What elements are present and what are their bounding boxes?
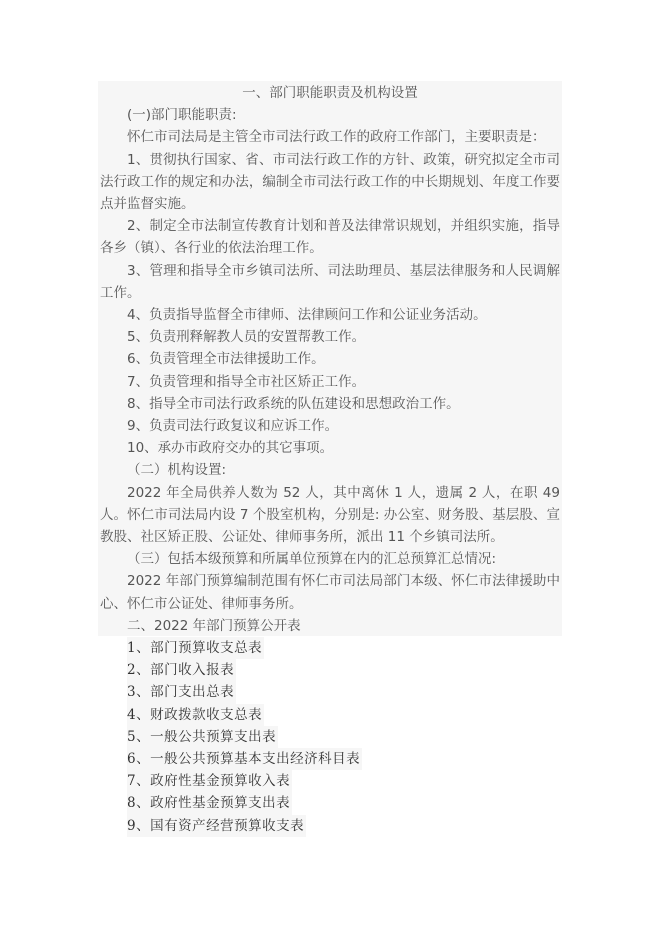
list-item: 9、国有资产经营预算收支表: [127, 815, 306, 837]
budget-table-list: [127, 637, 362, 837]
list-item: 3、部门支出总表: [127, 681, 236, 703]
paragraph: 2、制定全市法制宣传教育计划和普及法律常识规划，并组织实施，指导各乡（镇）、各行业的依法治理工作。: [100, 218, 560, 257]
paragraph: （三）包括本级预算和所属单位预算在内的汇总预算汇总情况:: [127, 551, 497, 568]
list-item: 8、政府性基金预算支出表: [127, 792, 292, 814]
list-item: 4、财政拨款收支总表: [127, 704, 264, 726]
paragraph: 6、负责管理全市法律援助工作。: [127, 351, 325, 368]
paragraph: 8、指导全市司法行政系统的队伍建设和思想政治工作。: [127, 395, 460, 412]
list-item: 2、部门收入报表: [127, 659, 236, 681]
paragraph: (一)部门职能职责:: [127, 107, 237, 124]
section-one: [100, 82, 560, 637]
paragraph: 5、负责刑释解教人员的安置帮教工作。: [127, 329, 366, 346]
paragraph: 4、负责指导监督全市律师、法律顾问工作和公证业务活动。: [127, 307, 487, 324]
list-item: 6、一般公共预算基本支出经济科目表: [127, 748, 362, 770]
paragraph: 怀仁市司法局是主管全市司法行政工作的政府工作部门，主要职责是：: [127, 129, 546, 146]
section-title: 一、部门职能职责及机构设置: [242, 85, 418, 101]
paragraph: （二）机构设置:: [127, 462, 227, 479]
section-two-heading: 二、2022 年部门预算公开表: [127, 617, 301, 634]
list-item: 1、部门预算收支总表: [127, 637, 264, 659]
paragraph: 2022 年全局供养人数为 52 人，其中离休 1 人，遗属 2 人，在职 49 人。怀仁市司法局内设 7 个股室机构，分别是: 办公室、财务股、基层股、宣教股、社区矫正股、公证处、律师事务所，派出 11 个乡镇司法所。: [100, 484, 560, 546]
paragraph: 3、管理和指导全市乡镇司法所、司法助理员、基层法律服务和人民调解工作。: [100, 262, 560, 301]
paragraph: 9、负责司法行政复议和应诉工作。: [127, 418, 339, 435]
paragraph: 10、承办市政府交办的其它事项。: [127, 440, 334, 457]
paragraph: 1、贯彻执行国家、省、市司法行政工作的方针、政策，研究拟定全市司法行政工作的规定和办法，编制全市司法行政工作的中长期规划、年度工作要点并监督实施。: [100, 151, 560, 213]
list-item: 7、政府性基金预算收入表: [127, 770, 292, 792]
list-item: 5、一般公共预算支出表: [127, 726, 278, 748]
paragraph: 7、负责管理和指导全市社区矫正工作。: [127, 373, 366, 390]
paragraph: 2022 年部门预算编制范围有怀仁市司法局部门本级、怀仁市法律援助中心、怀仁市公证处、律师事务所。: [100, 573, 560, 612]
